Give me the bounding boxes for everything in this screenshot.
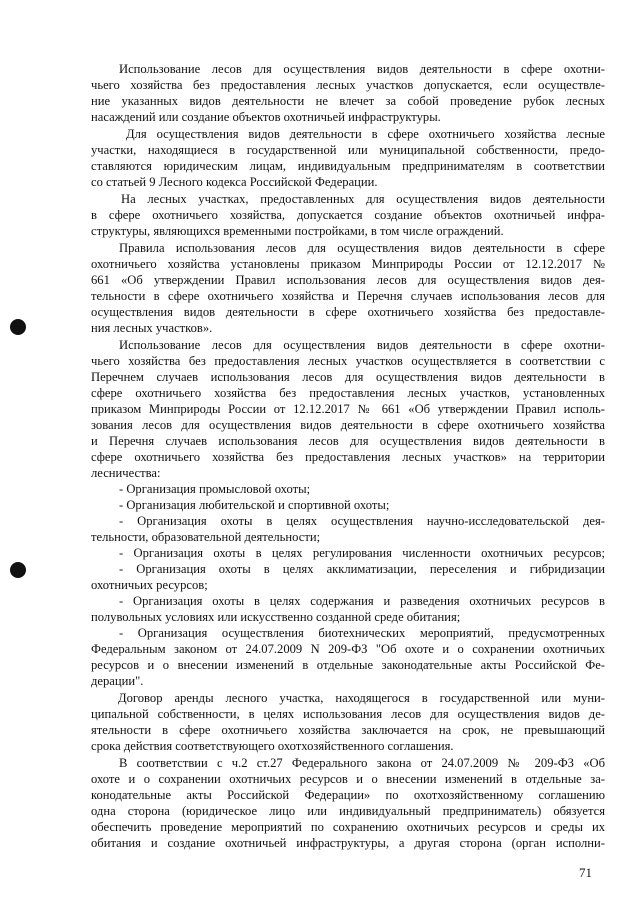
list-item-continuation: охотничьих ресурсов;: [91, 578, 208, 592]
list-item-continuation: ресурсов и о внесении изменений в отдельные законодательные акты Российской Фе-: [91, 658, 605, 672]
text-line: Правила использования лесов для осуществления видов деятельности в сфере: [119, 241, 605, 255]
text-line: лесничества:: [91, 466, 161, 480]
text-line: и Перечня случаев использования лесов для осуществления видов деятельности в: [91, 434, 605, 448]
text-line: насаждений или создание объектов охотничьей инфраструктуры.: [91, 110, 441, 124]
text-line: охотничьего хозяйства установлены приказом Минприроды России от 12.12.2017 №: [91, 257, 605, 271]
list-item: - Организация охоты в целях содержания и разведения охотничьих ресурсов в: [119, 594, 605, 608]
list-item: - Организация любительской и спортивной охоты;: [119, 498, 390, 512]
list-item: - Организация охоты в целях акклиматизации, переселения и гибридизации: [119, 562, 605, 576]
text-line: обитания и создание охотничьей инфраструктуры, а другая сторона (орган исполни-: [91, 836, 605, 850]
text-line: Использование лесов для осуществления видов деятельности в сфере охотни-: [119, 338, 605, 352]
text-line: ставляются юридическим лицам, индивидуальным предпринимателям в соответствии: [91, 159, 605, 173]
list-item-continuation: тельности, образовательной деятельности;: [91, 530, 321, 544]
text-line: срока действия соответствующего охотхозяйственного соглашения.: [91, 739, 454, 753]
text-line: осуществления видов деятельности в сфере охотничьего хозяйства без предоставле-: [91, 305, 605, 319]
text-line: обеспечить проведение мероприятий по сохранению охотничьих ресурсов и среды их: [91, 820, 605, 834]
text-line: чьего хозяйства без предоставления лесных участков осуществляется в соответствии с: [91, 354, 605, 368]
text-line: 661 «Об утверждении Правил использования лесов для осуществления видов дея-: [91, 273, 605, 287]
text-line: одна сторона (юридическое лицо или индивидуальный предприниматель) обязуется: [91, 804, 605, 818]
text-line: Для осуществления видов деятельности в сфере охотничьего хозяйства лесные: [126, 127, 605, 141]
text-line: структуры, являющихся временными постройками, в том числе ограждений.: [91, 224, 504, 238]
text-line: ципальной собственности, в целях использования лесов для осуществления видов де-: [91, 707, 605, 721]
text-line: в сфере охотничьего хозяйства, допускается создание объектов охотничьей инфра-: [91, 208, 605, 222]
list-item: - Организация охоты в целях регулирования численности охотничьих ресурсов;: [119, 546, 605, 560]
text-line: участки, находящиеся в государственной или муниципальной собственности, предо-: [91, 143, 605, 157]
text-line: со статьей 9 Лесного кодекса Российской Федерации.: [91, 175, 378, 189]
text-line: ние указанных видов деятельности не влечет за собой проведение рубок лесных: [91, 94, 605, 108]
punch-hole-bottom: [10, 562, 26, 578]
list-item-continuation: Федеральным законом от 24.07.2009 N 209-ФЗ "Об охоте и о сохранении охотничьих: [91, 642, 605, 656]
text-line: ния лесных участков».: [91, 321, 213, 335]
text-line: зования лесов для осуществления видов деятельности в сфере охотничьего хозяйства: [91, 418, 605, 432]
list-item: - Организация осуществления биотехнических мероприятий, предусмотренных: [119, 626, 605, 640]
list-item-continuation: дерации".: [91, 674, 144, 688]
text-line: Использование лесов для осуществления видов деятельности в сфере охотни-: [119, 62, 605, 76]
text-line: приказом Минприроды России от 12.12.2017 № 661 «Об утверждении Правил исполь-: [91, 402, 605, 416]
text-line: В соответствии с ч.2 ст.27 Федерального закона от 24.07.2009 № 209-ФЗ «Об: [119, 756, 605, 770]
text-line: сфере охотничьего хозяйства без предоставления лесных участков» на территории: [91, 450, 605, 464]
list-item: - Организация промысловой охоты;: [119, 482, 311, 496]
text-line: ятельности в сфере охотничьего хозяйства заключается на срок, не превышающий: [91, 723, 605, 737]
list-item: - Организация охоты в целях осуществления научно-исследовательской дея-: [119, 514, 605, 528]
text-line: чьего хозяйства без предоставления лесных участков допускается, если осуществле-: [91, 78, 605, 92]
text-line: Перечнем случаев использования лесов для осуществления видов деятельности в: [91, 370, 605, 384]
text-line: Договор аренды лесного участка, находящегося в государственной или муни-: [118, 691, 605, 705]
text-line: конодательные акты Российской Федерации» по охотхозяйственному соглашению: [91, 788, 605, 802]
page-number: 71: [579, 865, 592, 880]
text-line: тельности в сфере охотничьего хозяйства и Перечня случаев использования лесов для: [91, 289, 605, 303]
list-item-continuation: полувольных условиях или искусственно созданной среде обитания;: [91, 610, 461, 624]
text-line: На лесных участках, предоставленных для осуществления видов деятельности: [121, 192, 605, 206]
text-line: охоте и о сохранении охотничьих ресурсов и о внесении изменений в отдельные за-: [91, 772, 605, 786]
text-line: сфере охотничьего хозяйства без предоставления лесных участков, установленных: [91, 386, 605, 400]
punch-hole-top: [10, 319, 26, 335]
